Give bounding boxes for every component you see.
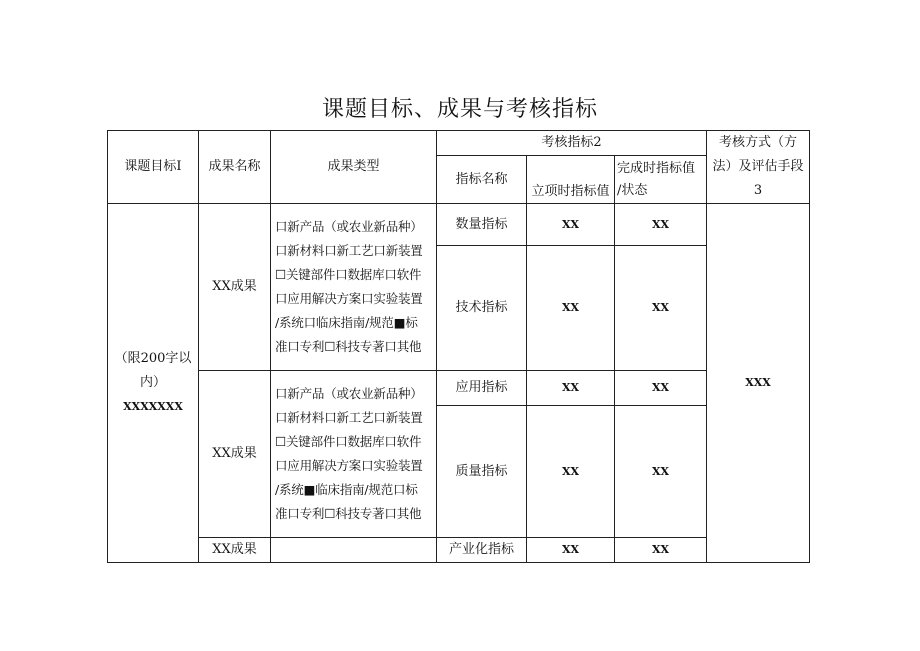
result-type-line: 口新材料口新工艺口新装置 xyxy=(275,410,423,425)
header-result-name: 成果名称 xyxy=(199,131,271,204)
indicator-final: XX xyxy=(615,246,707,371)
header-indicator-group: 考核指标2 xyxy=(437,131,707,156)
result-type-line: 口新产品（或农业新品种） xyxy=(275,219,423,234)
header-method-line1: 考核方式（方 xyxy=(719,135,798,150)
indicator-initial: XX xyxy=(527,538,615,563)
result-type-line: 口新产品（或农业新品种） xyxy=(275,386,423,401)
indicator-name: 产业化指标 xyxy=(437,538,527,563)
method-value: XXX xyxy=(707,204,810,563)
result-name: XX成果 xyxy=(199,371,271,538)
result-type-line: /系统■临床指南/规范口标 xyxy=(275,482,418,497)
result-type-line: /系统口临床指南/规范■标 xyxy=(275,315,418,330)
result-type-line: ☐关键部件口数据库口软件 xyxy=(275,434,422,449)
result-name: XX成果 xyxy=(199,538,271,563)
header-method-line2: 法）及评估手段 xyxy=(712,159,804,174)
goal-cell xyxy=(108,204,199,563)
indicator-name: 质量指标 xyxy=(437,406,527,538)
result-type-line: 口应用解决方案口实验装置 xyxy=(275,458,423,473)
indicator-name: 应用指标 xyxy=(437,371,527,406)
header-indicator-name: 指标名称 xyxy=(437,156,527,204)
result-types xyxy=(271,204,437,371)
result-type-line: 口新材料口新工艺口新装置 xyxy=(275,243,423,258)
indicator-final: XX xyxy=(615,538,707,563)
header-result-type: 成果类型 xyxy=(271,131,437,204)
page-title: 课题目标、成果与考核指标 xyxy=(321,97,598,122)
result-name: XX成果 xyxy=(199,204,271,371)
indicator-name: 技术指标 xyxy=(437,246,527,371)
header-initial-value: 立项时指标值 xyxy=(527,156,615,204)
result-type-line: 口应用解决方案口实验装置 xyxy=(275,291,423,306)
result-types xyxy=(271,371,437,538)
indicator-final: XX xyxy=(615,406,707,538)
goal-line2: 内） xyxy=(139,375,166,390)
indicator-final: XX xyxy=(615,204,707,246)
result-type-line: 准口专利☐科技专著口其他 xyxy=(275,506,422,521)
result-type-line: 准口专利☐科技专著口其他 xyxy=(275,339,422,354)
header-final-line2: /状态 xyxy=(617,182,648,198)
goal-line3: XXXXXXX xyxy=(123,400,183,413)
header-final-value xyxy=(615,156,707,204)
goal-line1: （限200字以 xyxy=(114,351,192,366)
indicator-initial: XX xyxy=(527,406,615,538)
indicator-final: XX xyxy=(615,371,707,406)
assessment-table xyxy=(107,130,810,563)
indicator-initial: XX xyxy=(527,204,615,246)
result-type-line: ☐关键部件口数据库口软件 xyxy=(275,267,422,282)
header-method-line3: 3 xyxy=(753,183,763,198)
result-types-empty xyxy=(271,538,437,563)
indicator-initial: XX xyxy=(527,246,615,371)
indicator-name: 数量指标 xyxy=(437,204,527,246)
header-final-line1: 完成时指标值 xyxy=(617,160,696,176)
header-method xyxy=(707,131,810,204)
header-goal: 课题目标Ⅰ xyxy=(108,131,199,204)
indicator-initial: XX xyxy=(527,371,615,406)
